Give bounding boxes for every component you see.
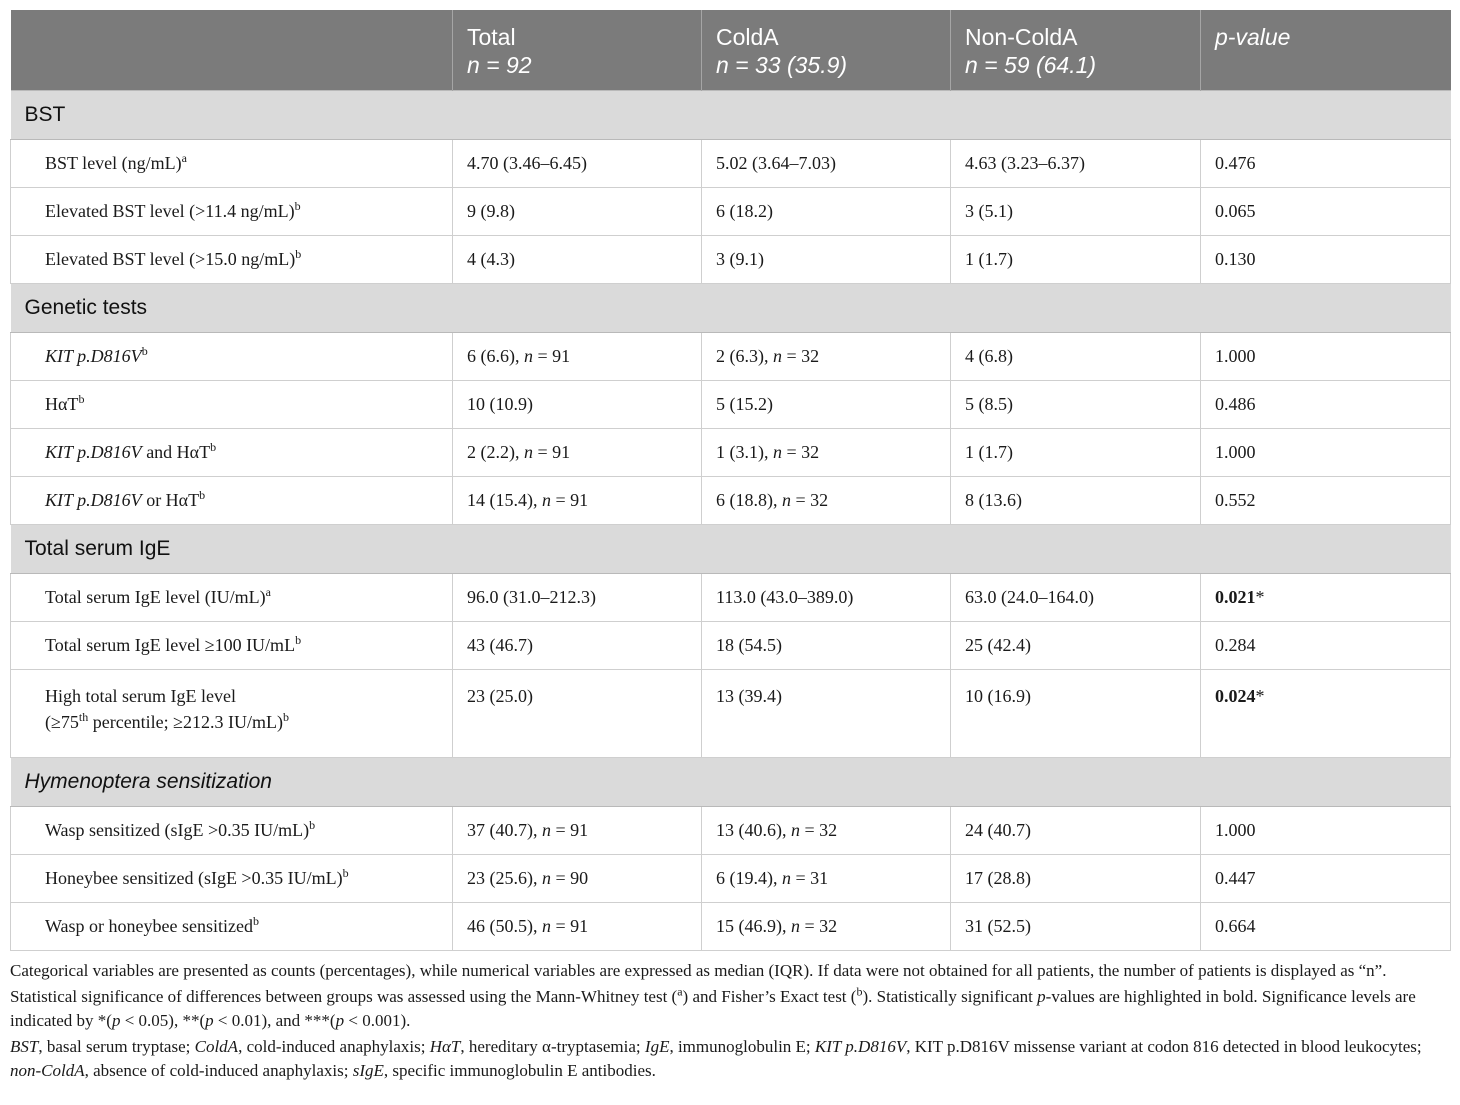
section-row-hymenoptera bbox=[11, 758, 1451, 807]
header-pvalue bbox=[1201, 10, 1451, 91]
header-total-n: n = 92 bbox=[467, 52, 532, 78]
cell-noncolda: 25 (42.4) bbox=[951, 622, 1201, 670]
cell-noncolda: 1 (1.7) bbox=[951, 429, 1201, 477]
row-label: KIT p.D816V or HαT$^b$ bbox=[11, 477, 453, 525]
cell-colda: 5.02 (3.64–7.03) bbox=[702, 140, 951, 188]
cell-colda: 6 (19.4), n = 31 bbox=[702, 855, 951, 903]
cell-pvalue: 0.486 bbox=[1201, 381, 1451, 429]
header-colda-n: n = 33 (35.9) bbox=[716, 52, 848, 78]
cell-noncolda: 10 (16.9) bbox=[951, 670, 1201, 758]
header-pvalue-label: p-value bbox=[1215, 24, 1291, 50]
header-noncolda-label: Non-ColdA bbox=[965, 24, 1078, 50]
row-label: KIT p.D816V and HαT$^b$ bbox=[11, 429, 453, 477]
cell-colda: 13 (40.6), n = 32 bbox=[702, 807, 951, 855]
row-label: Wasp or honeybee sensitized$^b$ bbox=[11, 903, 453, 951]
cell-colda: 6 (18.2) bbox=[702, 188, 951, 236]
cell-total: 10 (10.9) bbox=[453, 381, 702, 429]
cell-total: 4.70 (3.46–6.45) bbox=[453, 140, 702, 188]
cell-pvalue: 0.284 bbox=[1201, 622, 1451, 670]
cell-total: 23 (25.6), n = 90 bbox=[453, 855, 702, 903]
footnote-abbreviations: BST, basal serum tryptase; ColdA, cold-induced anaphylaxis; HαT, hereditary α-tryptasemia; IgE, immunoglobulin E; KIT p.D816V, KIT p.D816V missense variant at codon 816 detected in blood leukocytes; non-ColdA, absence of cold-induced anaphylaxis; sIgE, specific immunoglobulin E antibodies. bbox=[10, 1037, 1422, 1080]
cell-total: 23 (25.0) bbox=[453, 670, 702, 758]
cell-pvalue: 1.000 bbox=[1201, 333, 1451, 381]
cell-pvalue: 1.000 bbox=[1201, 429, 1451, 477]
cell-noncolda: 63.0 (24.0–164.0) bbox=[951, 574, 1201, 622]
results-table bbox=[10, 10, 1451, 951]
cell-pvalue: 0.024* bbox=[1201, 670, 1451, 758]
table-row bbox=[11, 236, 1451, 284]
significant-pvalue: 0.024 bbox=[1215, 686, 1256, 706]
table-row bbox=[11, 381, 1451, 429]
cell-total: 37 (40.7), n = 91 bbox=[453, 807, 702, 855]
cell-colda: 13 (39.4) bbox=[702, 670, 951, 758]
table-row bbox=[11, 574, 1451, 622]
cell-noncolda: 1 (1.7) bbox=[951, 236, 1201, 284]
table-row bbox=[11, 670, 1451, 758]
cell-pvalue: 1.000 bbox=[1201, 807, 1451, 855]
cell-total: 6 (6.6), n = 91 bbox=[453, 333, 702, 381]
cell-colda: 5 (15.2) bbox=[702, 381, 951, 429]
cell-pvalue: 0.065 bbox=[1201, 188, 1451, 236]
header-variable bbox=[11, 10, 453, 91]
row-label: High total serum IgE level (≥75th percentile; ≥212.3 IU/mL)$^b$ bbox=[11, 670, 453, 758]
cell-pvalue: 0.476 bbox=[1201, 140, 1451, 188]
table-row bbox=[11, 622, 1451, 670]
cell-total: 43 (46.7) bbox=[453, 622, 702, 670]
cell-pvalue: 0.130 bbox=[1201, 236, 1451, 284]
table-row bbox=[11, 855, 1451, 903]
cell-colda: 15 (46.9), n = 32 bbox=[702, 903, 951, 951]
cell-noncolda: 5 (8.5) bbox=[951, 381, 1201, 429]
footnote-statistics: Statistical significance of differences between groups was assessed using the Mann-Whitney test ($^a$) and Fisher’s Exact test ($^b$). Statistically significant p-values are highlighted in bold. Significance levels are indicated by *(p < 0.05), **(p < 0.01), and ***(p < 0.001). bbox=[10, 984, 1416, 1030]
row-label: HαT$^b$ bbox=[11, 381, 453, 429]
cell-pvalue: 0.552 bbox=[1201, 477, 1451, 525]
cell-colda: 2 (6.3), n = 32 bbox=[702, 333, 951, 381]
cell-noncolda: 3 (5.1) bbox=[951, 188, 1201, 236]
row-label: Wasp sensitized (sIgE >0.35 IU/mL)$^b$ bbox=[11, 807, 453, 855]
significant-pvalue: 0.021 bbox=[1215, 587, 1256, 607]
cell-noncolda: 4.63 (3.23–6.37) bbox=[951, 140, 1201, 188]
cell-total: 4 (4.3) bbox=[453, 236, 702, 284]
cell-noncolda: 24 (40.7) bbox=[951, 807, 1201, 855]
section-title-bst: BST bbox=[11, 91, 1451, 140]
cell-total: 9 (9.8) bbox=[453, 188, 702, 236]
cell-pvalue: 0.021* bbox=[1201, 574, 1451, 622]
cell-colda: 3 (9.1) bbox=[702, 236, 951, 284]
table-footnotes bbox=[10, 959, 1450, 1083]
row-label: Total serum IgE level $(IU/mL)^a$ bbox=[11, 574, 453, 622]
row-label: Elevated BST level (>11.4 ng/mL)$^b$ bbox=[11, 188, 453, 236]
cell-total: 2 (2.2), n = 91 bbox=[453, 429, 702, 477]
cell-total: 96.0 (31.0–212.3) bbox=[453, 574, 702, 622]
cell-pvalue: 0.447 bbox=[1201, 855, 1451, 903]
section-title-genetic: Genetic tests bbox=[11, 284, 1451, 333]
table-row bbox=[11, 188, 1451, 236]
cell-colda: 6 (18.8), n = 32 bbox=[702, 477, 951, 525]
section-title-ige: Total serum IgE bbox=[11, 525, 1451, 574]
header-row bbox=[11, 10, 1451, 91]
row-label: KIT $p.D816V^b$ bbox=[11, 333, 453, 381]
header-noncolda bbox=[951, 10, 1201, 91]
row-label: Total serum IgE level ≥100 $IU/mL^b$ bbox=[11, 622, 453, 670]
footnote-presentation: Categorical variables are presented as counts (percentages), while numerical variables are expressed as median (IQR). If data were not obtained for all patients, the number of patients is displayed as “n”. bbox=[10, 961, 1387, 980]
cell-pvalue: 0.664 bbox=[1201, 903, 1451, 951]
table-row bbox=[11, 477, 1451, 525]
header-noncolda-n: n = 59 (64.1) bbox=[965, 52, 1097, 78]
cell-total: 46 (50.5), n = 91 bbox=[453, 903, 702, 951]
header-total bbox=[453, 10, 702, 91]
section-row-genetic bbox=[11, 284, 1451, 333]
cell-noncolda: 4 (6.8) bbox=[951, 333, 1201, 381]
results-table-figure bbox=[10, 10, 1450, 1085]
cell-noncolda: 17 (28.8) bbox=[951, 855, 1201, 903]
cell-noncolda: 31 (52.5) bbox=[951, 903, 1201, 951]
header-colda-label: ColdA bbox=[716, 24, 779, 50]
cell-noncolda: 8 (13.6) bbox=[951, 477, 1201, 525]
header-total-label: Total bbox=[467, 24, 516, 50]
cell-colda: 18 (54.5) bbox=[702, 622, 951, 670]
section-row-bst bbox=[11, 91, 1451, 140]
section-title-hymenoptera: Hymenoptera sensitization bbox=[11, 758, 1451, 807]
cell-colda: 1 (3.1), n = 32 bbox=[702, 429, 951, 477]
section-row-ige bbox=[11, 525, 1451, 574]
table-row bbox=[11, 807, 1451, 855]
cell-colda: 113.0 (43.0–389.0) bbox=[702, 574, 951, 622]
row-label: Honeybee sensitized (sIgE >0.35 IU/mL)$^b$ bbox=[11, 855, 453, 903]
table-row bbox=[11, 429, 1451, 477]
header-colda bbox=[702, 10, 951, 91]
table-row bbox=[11, 333, 1451, 381]
row-label: BST level $(ng/mL)^a$ bbox=[11, 140, 453, 188]
row-label: Elevated BST level (>15.0 ng/mL)$^b$ bbox=[11, 236, 453, 284]
table-row bbox=[11, 140, 1451, 188]
cell-total: 14 (15.4), n = 91 bbox=[453, 477, 702, 525]
table-row bbox=[11, 903, 1451, 951]
